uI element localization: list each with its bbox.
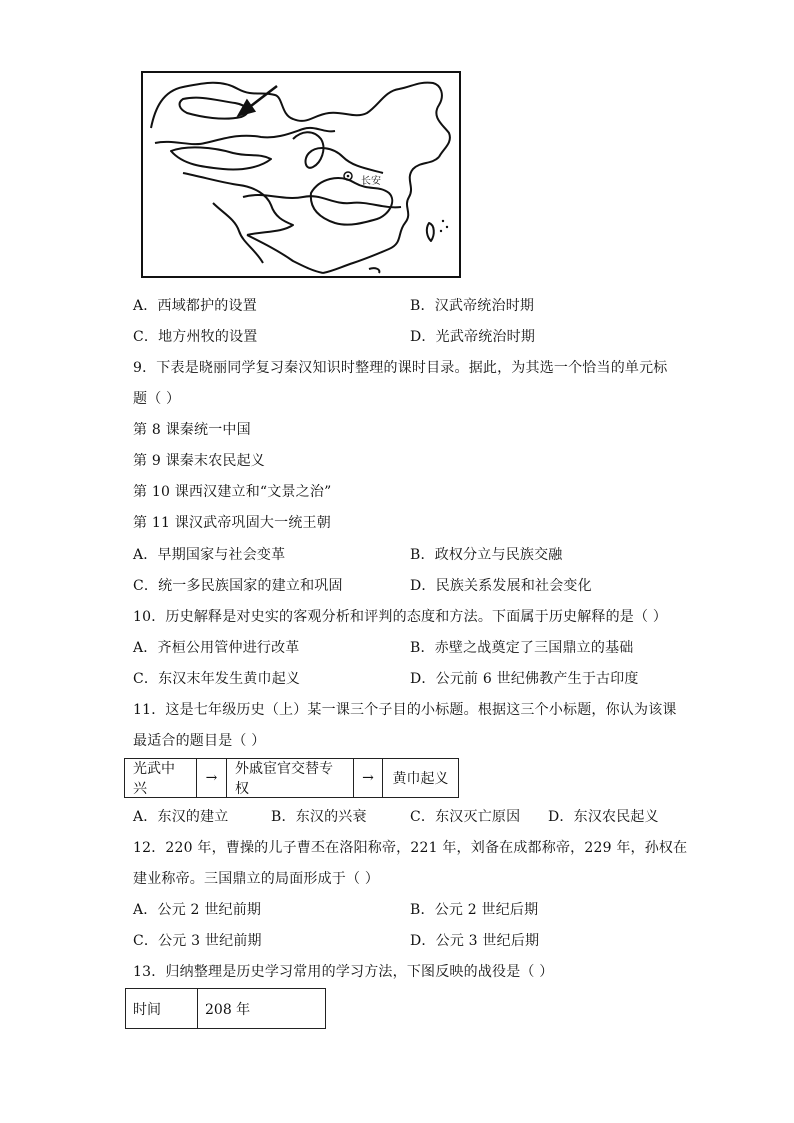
q9-lesson-10: 第 10 课西汉建立和“文景之治” <box>133 484 332 500</box>
q12-stem-line1: 12．220 年，曹操的儿子曹丕在洛阳称帝，221 年，刘备在成都称帝，229 年，孙权在 <box>133 840 688 856</box>
chain-item-1: 光武中兴 <box>125 759 197 797</box>
q11-stem-line2: 最适合的题目是（ ） <box>133 733 266 749</box>
q10-option-c[interactable]: C．东汉末年发生黄巾起义 <box>133 671 301 687</box>
q8-option-d[interactable]: D．光武帝统治时期 <box>410 329 536 345</box>
q9-lesson-11: 第 11 课汉武帝巩固大一统王朝 <box>133 515 331 531</box>
q13-stem: 13．归纳整理是历史学习常用的学习方法，下图反映的战役是（ ） <box>133 964 554 980</box>
q9-option-b[interactable]: B．政权分立与民族交融 <box>410 547 563 563</box>
q10-stem: 10．历史解释是对史实的客观分析和评判的态度和方法。下面属于历史解释的是（ ） <box>133 609 668 625</box>
q9-stem-line2: 题（ ） <box>133 391 181 407</box>
china-map-outline <box>143 73 459 276</box>
q13-table <box>125 988 326 1029</box>
chain-arrow-1: → <box>197 759 227 797</box>
q11-stem-line1: 11．这是七年级历史（上）某一课三个子目的小标题。根据这三个小标题，你认为该课 <box>133 702 677 718</box>
q11-subtitle-chain <box>124 758 459 798</box>
q12-option-b[interactable]: B．公元 2 世纪后期 <box>410 902 539 918</box>
q8-option-b[interactable]: B．汉武帝统治时期 <box>410 298 535 314</box>
q11-option-b[interactable]: B．东汉的兴衰 <box>271 809 367 825</box>
q10-option-d[interactable]: D．公元前 6 世纪佛教产生于古印度 <box>410 671 639 687</box>
q12-stem-line2: 建业称帝。三国鼎立的局面形成于（ ） <box>133 871 380 887</box>
q10-option-a[interactable]: A．齐桓公用管仲进行改革 <box>133 640 300 656</box>
q8-option-c[interactable]: C．地方州牧的设置 <box>133 329 258 345</box>
q11-option-a[interactable]: A．东汉的建立 <box>133 809 229 825</box>
chain-arrow-2: → <box>354 759 383 797</box>
q13-table-header: 时间 <box>126 989 198 1028</box>
q12-option-a[interactable]: A．公元 2 世纪前期 <box>133 902 262 918</box>
q9-option-a[interactable]: A．早期国家与社会变革 <box>133 547 286 563</box>
chain-item-3: 黄巾起义 <box>392 771 449 787</box>
q12-option-d[interactable]: D．公元 3 世纪后期 <box>410 933 540 949</box>
chain-item-2: 外戚宦官交替专权 <box>227 759 354 797</box>
map-city-label-changan: 长安 <box>361 176 381 187</box>
q10-option-b[interactable]: B．赤壁之战奠定了三国鼎立的基础 <box>410 640 634 656</box>
q9-lesson-9: 第 9 课秦末农民起义 <box>133 453 266 469</box>
q13-table-value: 208 年 <box>205 1001 251 1018</box>
q8-option-a[interactable]: A．西域都护的设置 <box>133 298 257 314</box>
q12-option-c[interactable]: C．公元 3 世纪前期 <box>133 933 262 949</box>
q9-option-c[interactable]: C．统一多民族国家的建立和巩固 <box>133 578 343 594</box>
q9-lesson-8: 第 8 课秦统一中国 <box>133 422 251 438</box>
q9-stem-line1: 9．下表是晓丽同学复习秦汉知识时整理的课时目录。据此，为其选一个恰当的单元标 <box>133 360 668 376</box>
q11-option-c[interactable]: C．东汉灭亡原因 <box>410 809 521 825</box>
q11-option-d[interactable]: D．东汉农民起义 <box>548 809 659 825</box>
historical-map <box>141 71 461 278</box>
q9-option-d[interactable]: D．民族关系发展和社会变化 <box>410 578 592 594</box>
